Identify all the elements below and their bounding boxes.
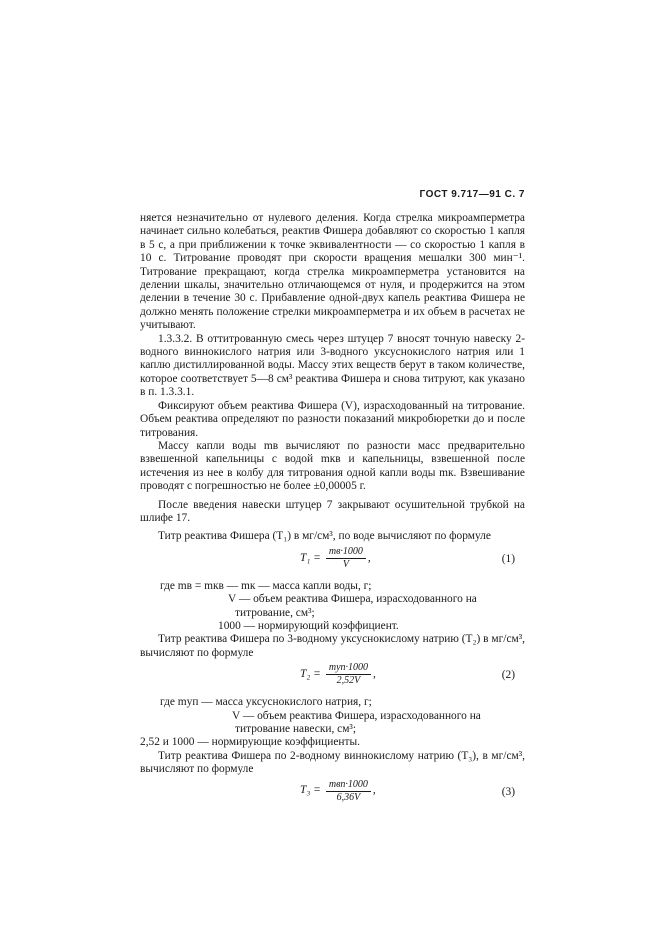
- formula-numerator: mв·1000: [326, 546, 366, 559]
- formula-fraction: [326, 546, 366, 571]
- paragraph-continuation: няется незначительно от нулевого деления. Когда стрелка микроамперметра начинает сильно колебаться, реактив Фишера добавляют со скоростью 1 капля в 5 с, а при приближении к точке эквивалентности — со скоростью 1 капля в 10 с. Титрование проводят при скорости вращения мешалки 300 мин⁻¹. Титрование прекращают, когда стрелка микроамперметра установится на делении шкалы, значительно отличающемся от нуля, и продержится на этом делении в течение 30 с. Прибавление одной-двух капель реактива Фишера не должно менять положение стрелки микроамперметра и их объем в расчетах не учитывают.: [140, 212, 525, 332]
- where-line: титрование, см³;: [235, 606, 315, 619]
- formula-lhs: T₂ =: [300, 667, 321, 680]
- formula-numerator: mвп·1000: [326, 779, 371, 792]
- paragraph-titer-water: Титр реактива Фишера (T₁) в мг/см³, по воде вычисляют по формуле: [158, 530, 491, 543]
- paragraph-fitting: После введения навески штуцер 7 закрывают осушительной трубкой на шлифе 17.: [140, 498, 525, 524]
- page-body: [140, 212, 525, 813]
- where-line: титрование навески, см³;: [235, 723, 356, 735]
- formula-fraction: [326, 662, 371, 687]
- formula-denominator: V: [342, 558, 349, 570]
- formula-number: (1): [501, 552, 515, 565]
- where-block-1: [140, 580, 525, 634]
- formula-denominator: 6,36V: [336, 791, 361, 803]
- where-line: где mуп — масса уксуснокислого натрия, г;: [160, 696, 372, 709]
- formula-number: (2): [501, 669, 515, 682]
- where-block-2: [140, 696, 525, 750]
- formula-tail: ,: [372, 784, 376, 797]
- formula-number: (3): [501, 785, 515, 798]
- paragraph-titer-tartrate: Титр реактива Фишера по 2-водному виннокислому натрию (T₃), в мг/см³, вычисляют по формуле: [140, 749, 525, 776]
- where-line: V — объем реактива Фишера, израсходованного на: [232, 709, 481, 722]
- where-line: 1000 — нормирующий коэффициент.: [218, 619, 399, 632]
- formula-denominator: 2,52V: [336, 675, 361, 687]
- formula-3: [140, 777, 525, 813]
- formula-1: [140, 544, 525, 580]
- formula-numerator: mуп·1000: [326, 662, 371, 675]
- formula-2: [140, 660, 525, 696]
- formula-lhs: T₃ =: [300, 784, 321, 797]
- where-line: где mв = mкв — mк — масса капли воды, г;: [160, 579, 372, 592]
- paragraph-drop-mass: Массу капли воды mв вычисляют по разности масс предварительно взвешенной капельницы с водой mкв и капельницы, взвешенной после истечения из нее в колбу для титрования одной капли воды mк. Взвешивание проводят с погрешностью не более ±0,00005 г.: [140, 439, 525, 493]
- formula-tail: ,: [373, 667, 376, 680]
- paragraph-volume: Фиксируют объем реактива Фишера (V), израсходованный на титрование. Объем реактива определяют по разности показаний микробюретки до и после титрования.: [140, 399, 525, 439]
- where-line: 2,52 и 1000 — нормирующие коэффициенты.: [140, 736, 360, 749]
- paragraph-1-3-3-2: 1.3.3.2. В оттитрованную смесь через штуцер 7 вносят точную навеску 2-водного виннокислого натрия или 3-водного уксуснокислого натрия или 1 каплю дистиллированной воды. Массу этих веществ берут в таком количестве, которое соответствует 5—8 см³ реактива Фишера и снова титруют, как указано в п. 1.3.3.1.: [140, 332, 525, 399]
- formula-fraction: [326, 779, 371, 804]
- formula-tail: ,: [367, 551, 371, 564]
- where-line: V — объем реактива Фишера, израсходованного на: [228, 593, 477, 606]
- paragraph-titer-acetate: Титр реактива Фишера по 3-водному уксуснокислому натрию (T₂) в мг/см³, вычисляют по формуле: [140, 633, 525, 659]
- running-header: ГОСТ 9.717—91 С. 7: [419, 189, 525, 200]
- formula-lhs: T₁ =: [300, 551, 321, 564]
